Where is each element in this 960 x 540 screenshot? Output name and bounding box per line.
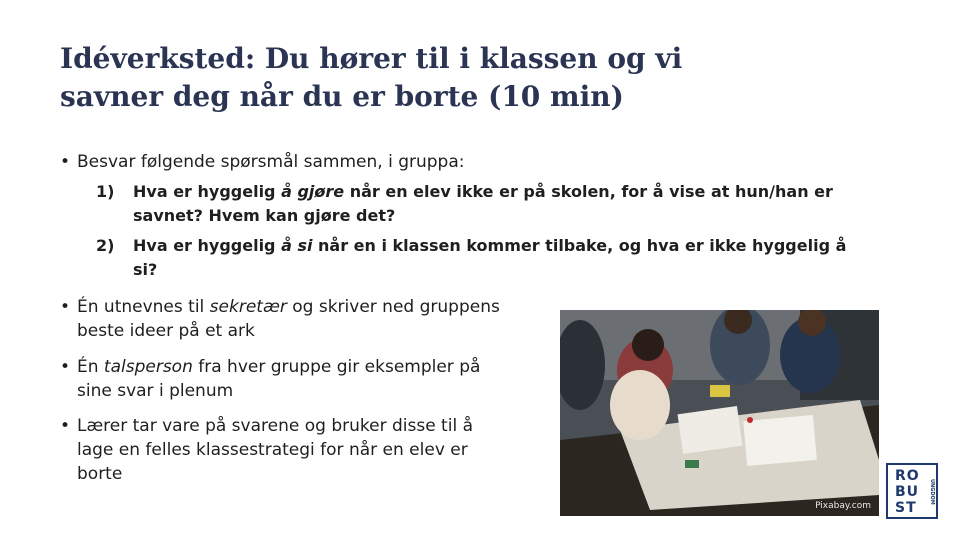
bullet-spokesperson-line-2: sine svar i plenum: [77, 381, 234, 401]
question-number: 2): [96, 236, 115, 255]
question-2: 2) Hva er hyggelig å si når en i klassen kommer tilbake, og hva er ikke hyggelig å: [96, 236, 847, 255]
bullet-secretary: • Én utnevnes til sekretær og skriver ned gruppens: [60, 297, 500, 317]
bullet-marker: •: [60, 297, 71, 317]
bullet-marker: •: [60, 152, 71, 172]
bullet-instructions: [60, 151, 465, 173]
question-2-line-2: si?: [133, 260, 158, 279]
photo-illustration: [560, 310, 879, 516]
bullet-teacher-line-3: borte: [77, 464, 123, 484]
bullet-secretary-line-2: beste ideer på et ark: [77, 321, 255, 341]
bullet-marker: •: [60, 357, 71, 377]
question-number: 1): [96, 182, 115, 201]
bullet-teacher-line-2: lage en felles klassestrategi for når en elev er: [77, 440, 468, 460]
question-1-line-2: savnet? Hvem kan gjøre det?: [133, 206, 396, 225]
group-work-photo: [560, 310, 879, 516]
slide-title-line-2: savner deg når du er borte (10 min): [60, 80, 624, 113]
slide-title-line-1: Idéverksted: Du hører til i klassen og vi: [60, 42, 683, 75]
bullet-marker: •: [60, 416, 71, 436]
bullet-spokesperson: • Én talsperson fra hver gruppe gir eksempler på: [60, 357, 481, 377]
slide-title: [60, 40, 920, 116]
question-1: 1) Hva er hyggelig å gjøre når en elev ikke er på skolen, for å vise at hun/han er: [96, 182, 833, 201]
bullet-teacher: • Lærer tar vare på svarene og bruker disse til å: [60, 416, 473, 436]
robust-ungdom-logo: RO BU ST UNGDOM: [886, 463, 938, 519]
photo-credit: Pixabay.com: [815, 501, 871, 511]
bullet-text: Besvar følgende spørsmål sammen, i gruppa:: [77, 152, 465, 172]
